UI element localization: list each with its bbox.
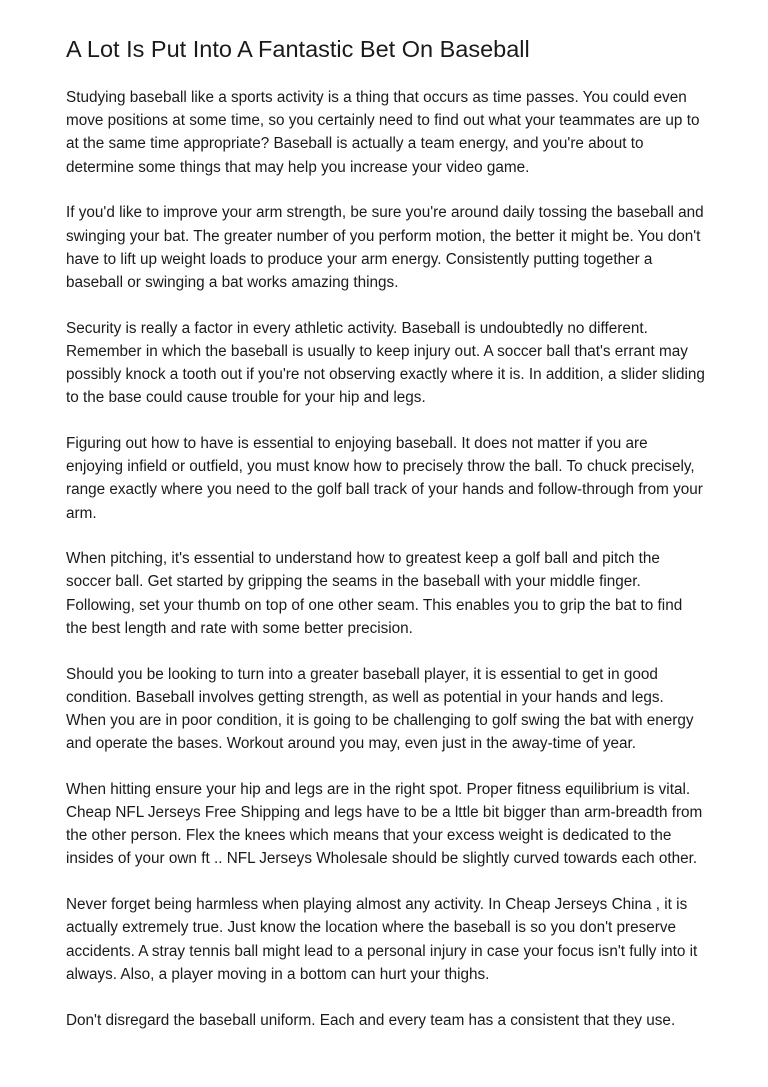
- document-page: [66, 34, 706, 1054]
- document-title: A Lot Is Put Into A Fantastic Bet On Baseball: [66, 36, 530, 62]
- paragraph-4: Figuring out how to have is essential to enjoying baseball. It does not matter if you are enjoying infield or outfield, you must know how to precisely throw the ball. To chuck precisely, range exactly where you need to the golf ball track of your hands and follow-through from your arm.: [66, 434, 703, 522]
- paragraph-1: Studying baseball like a sports activity is a thing that occurs as time passes. You could even move positions at some time, so you certainly need to find out what your teammates are up to at the same time appropriate? Baseball is actually a team energy, and you're about to determine some things that may help you increase your video game.: [66, 89, 700, 176]
- paragraph-5: When pitching, it's essential to understand how to greatest keep a golf ball and pitch the soccer ball. Get started by gripping the seams in the baseball with your middle finger. Following, set your thumb on top of one other seam. This enables you to grip the bat to find the best length and rate with some better precision.: [66, 550, 683, 637]
- paragraph-2: If you'd like to improve your arm strength, be sure you're around daily tossing the baseball and swinging your bat. The greater number of you perform motion, the better it might be. You don't have to lift up weight loads to produce your arm energy. Consistently putting together a baseball or swinging a bat works amazing things.: [66, 204, 704, 291]
- paragraph-6: Should you be looking to turn into a greater baseball player, it is essential to get in good condition. Baseball involves getting strength, as well as potential in your hands and legs. When you are in poor condition, it is going to be challenging to golf swing the bat with energy and operate the bases. Workout around you may, even just in the away-time of year.: [66, 665, 694, 753]
- paragraph-7: When hitting ensure your hip and legs are in the right spot. Proper fitness equilibrium is vital. Cheap NFL Jerseys Free Shipping and legs have to be a lttle bit bigger than arm-breadth from the other person. Flex the knees which means that your excess weight is dedicated to the insides of your own ft .. NFL Jerseys Wholesale should be slightly curved towards each other.: [66, 780, 703, 868]
- paragraph-9: Don't disregard the baseball uniform. Each and every team has a consistent that they use.: [66, 1011, 676, 1029]
- paragraph-8: Never forget being harmless when playing almost any activity. In Cheap Jerseys China , it is actually extremely true. Just know the location where the baseball is so you don't preserve accidents. A stray tennis ball might lead to a personal injury in case your focus isn't fully into it always. Also, a player moving in a bottom can hurt your thighs.: [66, 896, 698, 983]
- paragraph-3: Security is really a factor in every athletic activity. Baseball is undoubtedly no different. Remember in which the baseball is usually to keep injury out. A soccer ball that's errant may possibly knock a tooth out if you're not observing exactly where it is. In addition, a slider sliding to the base could cause trouble for your hip and legs.: [66, 319, 705, 407]
